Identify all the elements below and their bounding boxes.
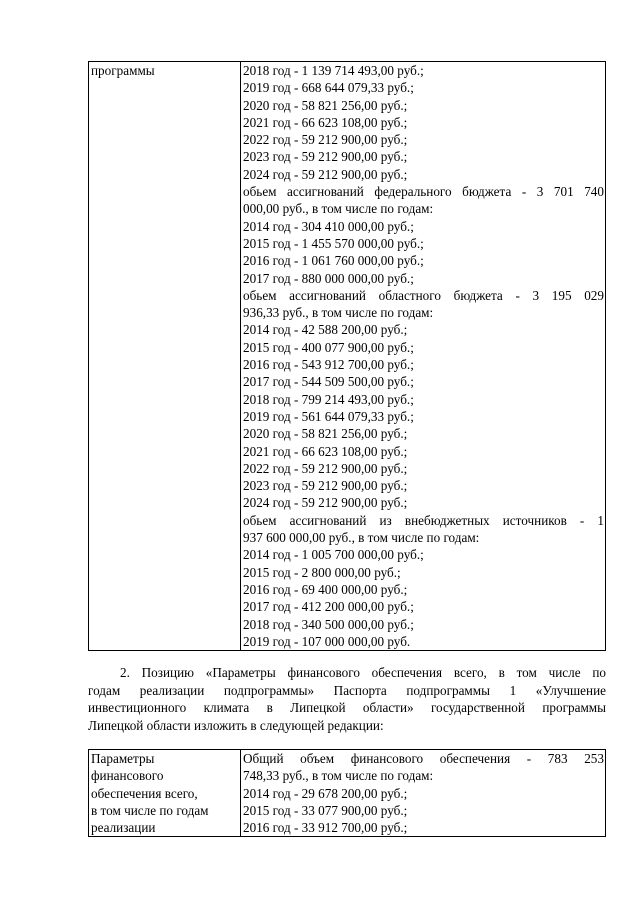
table-label-line: реализации: [91, 820, 156, 836]
funding-line: 2017 год - 880 000 000,00 руб.;: [243, 270, 414, 286]
funding-line: 2019 год - 561 644 079,33 руб.;: [243, 408, 414, 424]
table-label-cell: [89, 750, 241, 837]
funding-heading-line: 937 600 000,00 руб., в том числе по годам:: [243, 530, 480, 546]
funding-heading-line: 000,00 руб., в том числе по годам:: [243, 201, 434, 217]
funding-line: 2015 год - 400 077 900,00 руб.;: [243, 339, 414, 355]
table-label-cell: [89, 62, 241, 651]
funding-line: 2023 год - 59 212 900,00 руб.;: [243, 478, 408, 494]
funding-line: 2022 год - 59 212 900,00 руб.;: [243, 132, 408, 148]
paragraph-line: инвестиционного климата в Липецкой области» государственной программы: [88, 700, 606, 715]
funding-line: 2018 год - 799 214 493,00 руб.;: [243, 391, 414, 407]
table-value-cell: [241, 750, 606, 837]
funding-line: 2020 год - 58 821 256,00 руб.;: [243, 426, 408, 442]
funding-heading-line: Общий объем финансового обеспечения - 783 253: [243, 751, 604, 766]
table-value-cell: [241, 62, 606, 651]
paragraph-line: Липецкой области изложить в следующей редакции:: [88, 717, 384, 733]
funding-line: 2017 год - 412 200 000,00 руб.;: [243, 599, 414, 615]
funding-line: 2016 год - 69 400 000,00 руб.;: [243, 581, 408, 597]
table-label-line: обеспечения всего,: [91, 785, 198, 801]
funding-heading-line: 748,33 руб., в том числе по годам:: [243, 768, 434, 784]
table-label-line: Параметры: [91, 751, 155, 766]
funding-heading-line: обьем ассигнований из внебюджетных источников - 1: [243, 512, 604, 528]
funding-line: 2015 год - 33 077 900,00 руб.;: [243, 802, 408, 818]
amendment-paragraph: [88, 664, 606, 734]
funding-heading-line: обьем ассигнований областного бюджета - 3 195 029: [243, 287, 604, 303]
funding-parameters-table: [88, 749, 606, 837]
funding-line: 2016 год - 33 912 700,00 руб.;: [243, 820, 408, 836]
funding-line: 2024 год - 59 212 900,00 руб.;: [243, 166, 408, 182]
funding-line: 2019 год - 107 000 000,00 руб.: [243, 633, 411, 649]
funding-line: 2014 год - 304 410 000,00 руб.;: [243, 218, 414, 234]
funding-line: 2014 год - 42 588 200,00 руб.;: [243, 322, 408, 338]
funding-line: 2019 год - 668 644 079,33 руб.;: [243, 80, 414, 96]
paragraph-line: 2. Позицию «Параметры финансового обеспечения всего, в том числе по: [120, 665, 606, 680]
funding-line: 2024 год - 59 212 900,00 руб.;: [243, 495, 408, 511]
funding-line: 2017 год - 544 509 500,00 руб.;: [243, 374, 414, 390]
funding-line: 2016 год - 1 061 760 000,00 руб.;: [243, 253, 424, 269]
funding-line: 2022 год - 59 212 900,00 руб.;: [243, 460, 408, 476]
funding-line: 2020 год - 58 821 256,00 руб.;: [243, 97, 408, 113]
table-label-line: финансового: [91, 768, 164, 784]
table-label: программы: [91, 63, 155, 78]
funding-line: 2021 год - 66 623 108,00 руб.;: [243, 114, 408, 130]
funding-line: 2023 год - 59 212 900,00 руб.;: [243, 149, 408, 165]
paragraph-line: годам реализации подпрограммы» Паспорта подпрограммы 1 «Улучшение: [88, 682, 606, 698]
table-label-line: в том числе по годам: [91, 802, 209, 818]
funding-line: 2014 год - 1 005 700 000,00 руб.;: [243, 547, 424, 563]
funding-line: 2014 год - 29 678 200,00 руб.;: [243, 785, 408, 801]
funding-line: 2015 год - 1 455 570 000,00 руб.;: [243, 235, 424, 251]
funding-line: 2016 год - 543 912 700,00 руб.;: [243, 357, 414, 373]
funding-heading-line: 936,33 руб., в том числе по годам:: [243, 305, 434, 321]
funding-line: 2018 год - 340 500 000,00 руб.;: [243, 616, 414, 632]
funding-table-continuation: [88, 61, 606, 651]
funding-line: 2018 год - 1 139 714 493,00 руб.;: [243, 63, 424, 78]
funding-line: 2021 год - 66 623 108,00 руб.;: [243, 443, 408, 459]
funding-heading-line: обьем ассигнований федерального бюджета - 3 701 740: [243, 184, 604, 200]
funding-line: 2015 год - 2 800 000,00 руб.;: [243, 564, 401, 580]
